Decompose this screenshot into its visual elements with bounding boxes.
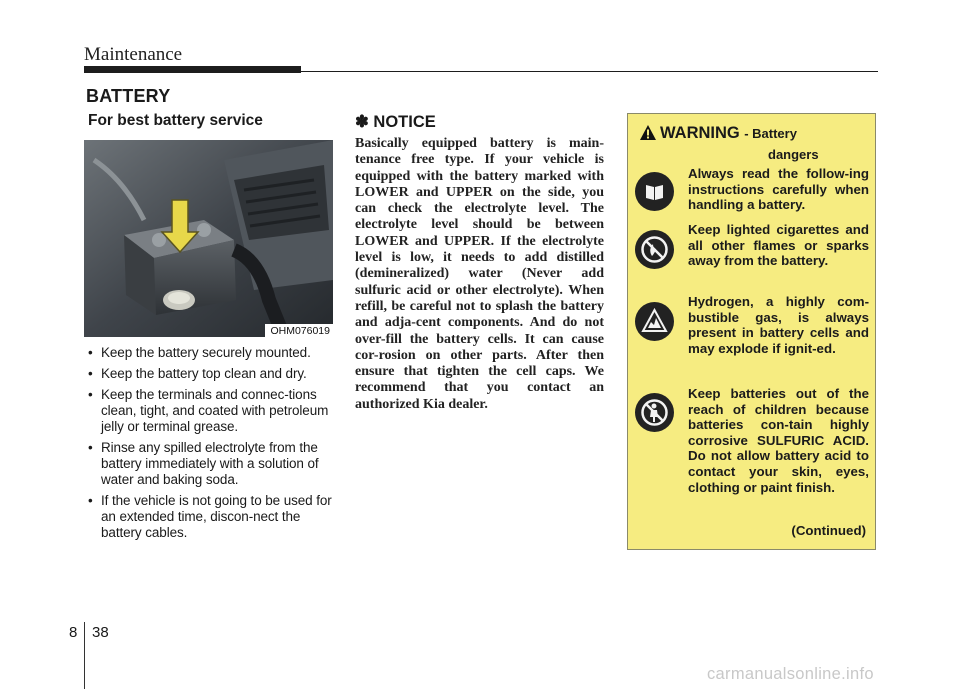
watermark: carmanualsonline.info bbox=[707, 665, 874, 683]
warning-word: WARNING bbox=[660, 124, 740, 142]
warning-subtitle-2: dangers bbox=[768, 147, 819, 162]
header-bar bbox=[84, 66, 301, 73]
explosion-hazard-icon bbox=[635, 302, 674, 341]
list-item: • Keep the terminals and connec-tions clean, tight, and coated with petroleum jelly or terminal grease. bbox=[88, 387, 334, 435]
battery-service-subheading: For best battery service bbox=[88, 112, 263, 129]
page-number: 38 bbox=[92, 624, 109, 641]
battery-photo bbox=[84, 140, 333, 337]
warning-box bbox=[627, 113, 876, 550]
warning-triangle-icon bbox=[640, 125, 656, 140]
warning-text: Hydrogen, a highly com-bustible gas, is always present in battery cells and may explode if ignit-ed. bbox=[688, 294, 869, 356]
warning-text: Keep lighted cigarettes and all other flames or sparks away from the battery. bbox=[688, 222, 869, 269]
section-title: Maintenance bbox=[84, 44, 183, 65]
warning-continued: (Continued) bbox=[791, 523, 866, 538]
header-rule bbox=[301, 71, 878, 72]
no-flame-icon bbox=[635, 230, 674, 269]
footer-rule bbox=[84, 622, 85, 689]
warning-text: Keep batteries out of the reach of children because batteries con-tain highly corrosive SULFURIC ACID. Do not allow battery acid to contact your skin, eyes, clothing or paint finish. bbox=[688, 386, 869, 495]
list-item: • Rinse any spilled electrolyte from the battery immediately with a solution of water and baking soda. bbox=[88, 440, 334, 488]
engine-bay-illustration bbox=[84, 140, 333, 337]
list-item: • If the vehicle is not going to be used for an extended time, discon-nect the battery cables. bbox=[88, 493, 334, 541]
read-manual-icon bbox=[635, 172, 674, 211]
keep-children-away-icon bbox=[635, 393, 674, 432]
page-heading: BATTERY bbox=[86, 86, 171, 106]
chapter-number: 8 bbox=[69, 624, 78, 641]
battery-tips-list bbox=[88, 345, 334, 546]
photo-caption: OHM076019 bbox=[265, 324, 333, 337]
notice-heading: ✽ NOTICE bbox=[355, 113, 436, 131]
warning-subtitle: - Battery bbox=[744, 126, 797, 141]
list-item: • Keep the battery top clean and dry. bbox=[88, 366, 334, 382]
warning-text: Always read the follow-ing instructions carefully when handling a battery. bbox=[688, 166, 869, 213]
list-item: • Keep the battery securely mounted. bbox=[88, 345, 334, 361]
warning-title bbox=[640, 124, 872, 143]
notice-body: Basically equipped battery is main-tenance free type. If your vehicle is equipped with the battery marked with LOWER and UPPER on the side, you can check the electrolyte level. The electrolyte level should be between LOWER and UPPER. If the electrolyte level is low, it needs to add distilled (demineralized) water (Never add sulfuric acid or other electrolyte). When refill, be careful not to splash the battery and adja-cent components. And do not over-fill the battery cells. It can cause cor-rosion on other parts. After then ensure that tighten the cell caps. We recommend that you contact an authorized Kia dealer. bbox=[355, 136, 604, 412]
